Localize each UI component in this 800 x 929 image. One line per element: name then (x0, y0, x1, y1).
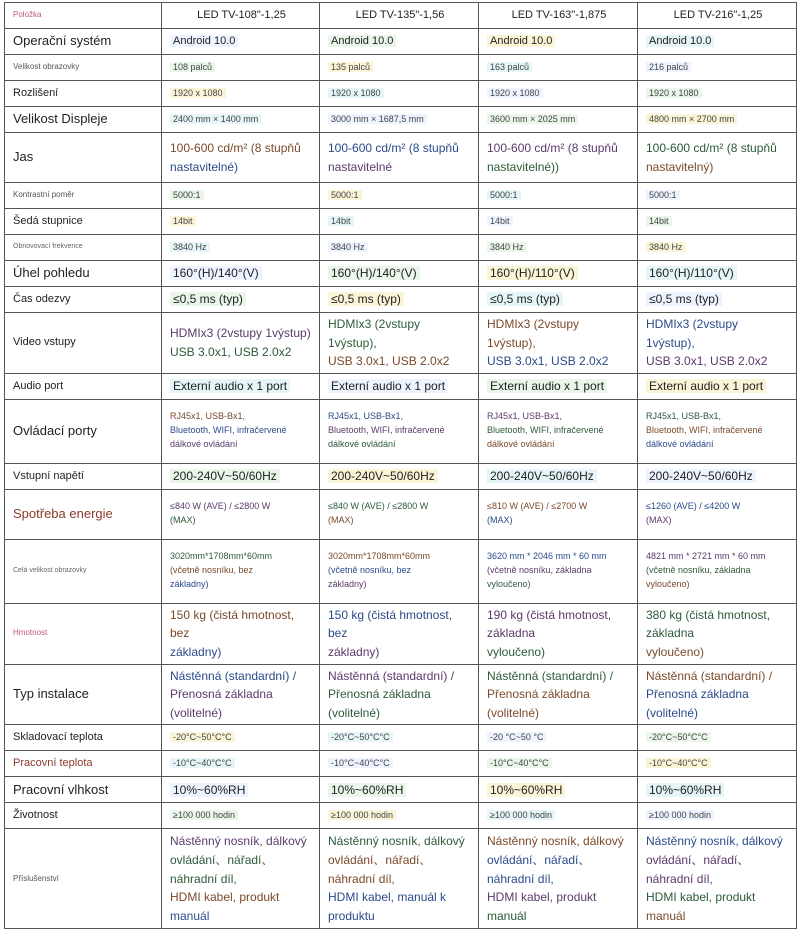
spec-cell-line: Nástěnný nosník, dálkový (487, 834, 624, 849)
spec-cell (479, 373, 638, 399)
spec-cell-value: 14bit (487, 216, 513, 226)
spec-cell (638, 751, 797, 777)
spec-row (5, 603, 797, 664)
spec-cell (162, 107, 320, 133)
spec-cell (162, 183, 320, 209)
spec-cell-value: ≥100 000 hodin (487, 810, 555, 820)
spec-cell (162, 829, 320, 929)
spec-cell-line: dálkové ovládání (487, 439, 555, 450)
spec-row (5, 261, 797, 287)
spec-cell (162, 539, 320, 603)
spec-cell (638, 133, 797, 183)
spec-cell-line: 150 kg (čistá hmotnost, bez (328, 607, 453, 641)
spec-cell (479, 463, 638, 489)
spec-cell (479, 261, 638, 287)
spec-cell-line: Nástěnná (standardní) / (170, 668, 297, 683)
spec-label: Pracovní vlhkost (5, 777, 162, 803)
spec-cell-line: Přenosná základna (volitelné) (328, 687, 431, 720)
spec-cell-line: Přenosná základna (volitelné) (487, 687, 590, 720)
spec-cell (638, 209, 797, 235)
spec-cell-value: 163 palců (487, 62, 532, 72)
spec-cell-line: Bluetooth, WIFI, infračervené (170, 425, 287, 436)
spec-row (5, 399, 797, 463)
spec-cell (638, 261, 797, 287)
spec-cell-value: -20°C~50°C°C (328, 732, 393, 742)
spec-cell-line: dálkové ovládání (170, 439, 238, 450)
spec-row (5, 133, 797, 183)
spec-cell-line: (MAX) (328, 515, 354, 526)
spec-label: Video vstupy (5, 313, 162, 374)
header-model-2: LED TV-135"-1,56 (320, 3, 479, 29)
spec-cell-value: 2400 mm × 1400 mm (170, 114, 261, 124)
spec-cell-value: 200-240V~50/60Hz (328, 469, 438, 483)
spec-cell (320, 29, 479, 55)
spec-row (5, 107, 797, 133)
spec-cell (479, 133, 638, 183)
spec-cell (479, 313, 638, 374)
spec-cell-value: 10%~60%RH (646, 783, 724, 797)
spec-cell (320, 399, 479, 463)
spec-cell-value: 135 palců (328, 62, 373, 72)
spec-row (5, 751, 797, 777)
spec-cell (320, 539, 479, 603)
spec-cell-value: 3840 Hz (170, 242, 210, 252)
spec-cell (320, 803, 479, 829)
spec-cell-value: 160°(H)/110°(V) (646, 266, 737, 280)
spec-cell-value: 14bit (646, 216, 672, 226)
spec-cell-value: ≤0,5 ms (typ) (487, 292, 563, 306)
spec-cell-line: Nástěnná (standardní) / (646, 668, 773, 683)
spec-cell-line: Nástěnný nosník, dálkový (646, 834, 783, 849)
spec-label: Šedá stupnice (5, 209, 162, 235)
spec-cell-line: manuál (170, 908, 210, 923)
spec-cell-value: 3840 Hz (487, 242, 527, 252)
spec-row (5, 55, 797, 81)
spec-cell-line: vyloučeno) (487, 644, 546, 659)
spec-cell-value: Android 10.0 (487, 35, 555, 47)
spec-cell-value: -20 °C~50 °C (487, 732, 546, 742)
spec-label: Vstupní napětí (5, 463, 162, 489)
spec-cell (320, 55, 479, 81)
spec-row (5, 81, 797, 107)
spec-cell (320, 373, 479, 399)
spec-cell (638, 107, 797, 133)
spec-cell (479, 725, 638, 751)
spec-label: Kontrastní poměr (5, 183, 162, 209)
spec-cell-value: -10°C~40°C°C (170, 758, 235, 768)
spec-cell (320, 81, 479, 107)
spec-cell (638, 29, 797, 55)
spec-row (5, 803, 797, 829)
spec-cell (162, 399, 320, 463)
spec-row (5, 829, 797, 929)
spec-cell (479, 664, 638, 725)
spec-cell (479, 829, 638, 929)
spec-cell (638, 777, 797, 803)
spec-cell (320, 725, 479, 751)
spec-cell (479, 107, 638, 133)
spec-cell-value: 5000:1 (328, 190, 362, 200)
spec-cell-value: Android 10.0 (646, 35, 714, 47)
spec-cell-value: ≤0,5 ms (typ) (328, 292, 404, 306)
spec-label: Celá velikost obrazovky (5, 539, 162, 603)
spec-cell-value: ≥100 000 hodin (328, 810, 396, 820)
spec-cell-line: HDMI kabel, manuál k produktu (328, 890, 447, 923)
spec-cell-line: Bluetooth, WIFI, infračervené (328, 425, 445, 436)
spec-cell-line: HDMIx3 (2vstupy 1výstup), (487, 317, 580, 350)
spec-cell (320, 313, 479, 374)
spec-cell-value: -10°C~40°C°C (328, 758, 393, 768)
spec-cell (320, 777, 479, 803)
spec-cell (320, 183, 479, 209)
spec-cell (638, 664, 797, 725)
spec-row (5, 287, 797, 313)
spec-cell-line: (včetně nosníku, bez (170, 565, 254, 576)
spec-cell-line: základny) (170, 579, 209, 590)
spec-cell-line: Nástěnná (standardní) / (328, 668, 455, 683)
spec-cell-line: Nástěnná (standardní) / (487, 668, 614, 683)
spec-cell-line: HDMI kabel, produkt (170, 890, 280, 905)
spec-cell-line: Nástěnný nosník, dálkový (170, 834, 307, 849)
spec-cell (320, 107, 479, 133)
spec-cell-value: 160°(H)/140°(V) (170, 266, 262, 280)
spec-cell-line: Nástěnný nosník, dálkový (328, 834, 465, 849)
spec-cell-value: 200-240V~50/60Hz (487, 469, 597, 483)
spec-cell-value: 10%~60%RH (328, 783, 406, 797)
spec-cell-value: 108 palců (170, 62, 215, 72)
spec-cell-value: 200-240V~50/60Hz (170, 469, 280, 483)
spec-cell-value: 1920 x 1080 (328, 88, 384, 98)
spec-cell-value: 3840 Hz (328, 242, 368, 252)
spec-cell-line: (MAX) (646, 515, 672, 526)
spec-cell-line: dálkové ovládání (646, 439, 714, 450)
header-row (5, 3, 797, 29)
spec-cell (162, 751, 320, 777)
spec-cell (479, 287, 638, 313)
spec-cell-line: manuál (487, 908, 527, 923)
spec-cell (162, 725, 320, 751)
spec-cell (162, 777, 320, 803)
header-label-cell: Položka (5, 3, 162, 29)
spec-label: Ovládací porty (5, 399, 162, 463)
spec-cell-line: Přenosná základna (volitelné) (646, 687, 749, 720)
spec-cell (479, 29, 638, 55)
spec-cell-line: 100-600 cd/m² (8 stupňů (170, 140, 301, 155)
spec-cell (320, 751, 479, 777)
spec-label: Velikost obrazovky (5, 55, 162, 81)
spec-cell (162, 81, 320, 107)
spec-cell (320, 463, 479, 489)
spec-cell (320, 489, 479, 539)
spec-label: Spotřeba energie (5, 489, 162, 539)
spec-label: Audio port (5, 373, 162, 399)
spec-cell-line: vyloučeno) (487, 579, 531, 590)
spec-cell-line: USB 3.0x1, USB 2.0x2 (328, 354, 450, 369)
spec-cell (638, 489, 797, 539)
spec-cell-line: ≤810 W (AVE) / ≤2700 W (487, 501, 588, 512)
header-model-1: LED TV-108"-1,25 (162, 3, 320, 29)
spec-cell (638, 463, 797, 489)
spec-cell (479, 235, 638, 261)
spec-cell-line: 3020mm*1708mm*60mm (170, 551, 273, 562)
spec-cell-line: Přenosná základna (volitelné) (170, 687, 273, 720)
spec-cell-line: ≤1260 (AVE) / ≤4200 W (646, 501, 741, 512)
spec-cell-line: (včetně nosníku, bez (328, 565, 412, 576)
spec-cell-value: 10%~60%RH (487, 783, 565, 797)
spec-cell-line: základny) (170, 644, 222, 659)
spec-cell-line: vyloučeno) (646, 644, 705, 659)
spec-row (5, 489, 797, 539)
spec-cell (638, 55, 797, 81)
spec-cell-line: Bluetooth, WIFI, infračervené (646, 425, 763, 436)
spec-cell (638, 539, 797, 603)
spec-cell (162, 373, 320, 399)
spec-cell-line: 100-600 cd/m² (8 stupňů (646, 140, 777, 155)
spec-cell-value: 5000:1 (170, 190, 204, 200)
spec-cell-line: 190 kg (čistá hmotnost, základna (487, 607, 612, 641)
spec-label: Jas (5, 133, 162, 183)
spec-cell-line: HDMIx3 (2vstupy 1výstup), (328, 317, 421, 350)
spec-cell-value: ≤0,5 ms (typ) (170, 292, 246, 306)
spec-row (5, 539, 797, 603)
spec-cell-line: 150 kg (čistá hmotnost, bez (170, 607, 295, 641)
spec-cell-line: nastavitelný) (646, 159, 714, 174)
spec-cell-line: základny) (328, 579, 367, 590)
spec-row (5, 463, 797, 489)
spec-cell-line: USB 3.0x1, USB 2.0x2 (170, 344, 292, 359)
spec-cell-line: nastavitelné (328, 159, 393, 174)
spec-cell (162, 664, 320, 725)
spec-cell-value: 1920 x 1080 (170, 88, 226, 98)
spec-cell (479, 603, 638, 664)
spec-cell-value: 5000:1 (646, 190, 680, 200)
spec-row (5, 373, 797, 399)
spec-cell (479, 751, 638, 777)
spec-cell-value: 10%~60%RH (170, 783, 248, 797)
spec-cell-value: 3840 Hz (646, 242, 686, 252)
spec-cell (638, 725, 797, 751)
spec-cell-value: 1920 x 1080 (646, 88, 702, 98)
spec-cell-value: ≥100 000 hodin (646, 810, 714, 820)
spec-cell-value: -20°C~50°C°C (170, 732, 235, 742)
spec-row (5, 664, 797, 725)
spec-cell-line: HDMI kabel, produkt (646, 890, 756, 905)
spec-cell-line: (MAX) (170, 515, 196, 526)
spec-cell (479, 399, 638, 463)
spec-cell-line: (včetně nosníku, základna (646, 565, 751, 576)
spec-row (5, 313, 797, 374)
spec-cell-line: 100-600 cd/m² (8 stupňů (487, 140, 618, 155)
spec-cell-line: 4821 mm * 2721 mm * 60 mm (646, 551, 766, 562)
spec-cell-line: ≤840 W (AVE) / ≤2800 W (328, 501, 429, 512)
spec-cell-value: 4800 mm × 2700 mm (646, 114, 737, 124)
spec-cell-line: RJ45x1, USB-Bx1, (646, 411, 722, 422)
spec-cell-line: USB 3.0x1, USB 2.0x2 (646, 354, 768, 369)
spec-row (5, 235, 797, 261)
spec-cell-line: ovládání、nářadí、náhradní díl, (646, 852, 750, 886)
spec-cell (320, 235, 479, 261)
spec-cell (479, 489, 638, 539)
spec-cell (320, 664, 479, 725)
spec-row (5, 725, 797, 751)
spec-cell (638, 235, 797, 261)
spec-cell-value: Externí audio x 1 port (170, 379, 290, 393)
spec-label: Čas odezvy (5, 287, 162, 313)
spec-cell (320, 603, 479, 664)
spec-cell-line: RJ45x1, USB-Bx1, (328, 411, 404, 422)
spec-cell (638, 829, 797, 929)
spec-cell (320, 261, 479, 287)
spec-label: Příslušenství (5, 829, 162, 929)
spec-cell-value: Externí audio x 1 port (646, 379, 766, 393)
spec-cell (162, 287, 320, 313)
spec-cell (162, 209, 320, 235)
spec-cell-value: 3600 mm × 2025 mm (487, 114, 578, 124)
spec-cell (162, 55, 320, 81)
spec-row (5, 209, 797, 235)
spec-cell (479, 209, 638, 235)
spec-cell-line: manuál (646, 908, 686, 923)
spec-cell-value: -20°C~50°C°C (646, 732, 711, 742)
spec-cell-value: 1920 x 1080 (487, 88, 543, 98)
spec-cell-value: -10°C~40°C°C (487, 758, 552, 768)
spec-cell (162, 603, 320, 664)
spec-cell (162, 489, 320, 539)
spec-cell (479, 777, 638, 803)
spec-cell-line: HDMIx3 (2vstupy 1výstup), (646, 317, 739, 350)
spec-cell (162, 235, 320, 261)
spec-label: Hmotnost (5, 603, 162, 664)
spec-cell-value: 200-240V~50/60Hz (646, 469, 756, 483)
spec-cell-line: ≤840 W (AVE) / ≤2800 W (170, 501, 271, 512)
spec-cell-line: základny) (328, 644, 380, 659)
spec-cell-line: ovládání、nářadí、náhradní díl, (487, 852, 591, 886)
spec-label: Životnost (5, 803, 162, 829)
spec-label: Obnovovací frekvence (5, 235, 162, 261)
spec-cell (162, 133, 320, 183)
spec-cell (638, 313, 797, 374)
spec-cell (638, 399, 797, 463)
spec-cell-line: vyloučeno) (646, 579, 690, 590)
spec-label: Úhel pohledu (5, 261, 162, 287)
spec-cell-line: (včetně nosníku, základna (487, 565, 592, 576)
spec-cell (162, 313, 320, 374)
spec-table (4, 2, 797, 929)
spec-cell-line: (MAX) (487, 515, 513, 526)
header-model-3: LED TV-163"-1,875 (479, 3, 638, 29)
spec-cell-value: 160°(H)/110°(V) (487, 266, 578, 280)
spec-cell (479, 539, 638, 603)
spec-cell-line: RJ45x1, USB-Bx1, (487, 411, 563, 422)
spec-cell-value: -10°C~40°C°C (646, 758, 711, 768)
spec-cell (320, 133, 479, 183)
spec-cell (638, 803, 797, 829)
spec-cell (162, 463, 320, 489)
header-model-4: LED TV-216"-1,25 (638, 3, 797, 29)
spec-cell-value: 14bit (328, 216, 354, 226)
spec-cell-line: HDMI kabel, produkt (487, 890, 597, 905)
spec-cell (320, 209, 479, 235)
spec-cell-line: nastavitelné)) (487, 159, 560, 174)
spec-cell-value: 5000:1 (487, 190, 521, 200)
spec-cell-value: Android 10.0 (328, 35, 396, 47)
spec-cell (638, 81, 797, 107)
spec-label: Operační systém (5, 29, 162, 55)
spec-label: Typ instalace (5, 664, 162, 725)
spec-cell-line: Bluetooth, WIFI, infračervené (487, 425, 604, 436)
spec-cell-value: Android 10.0 (170, 35, 238, 47)
spec-cell (162, 261, 320, 287)
spec-cell-line: RJ45x1, USB-Bx1, (170, 411, 246, 422)
spec-cell-value: 216 palců (646, 62, 691, 72)
spec-cell (320, 287, 479, 313)
spec-cell-value: Externí audio x 1 port (328, 379, 448, 393)
spec-cell-line: ovládání、nářadí、náhradní díl, (328, 852, 432, 886)
spec-cell (479, 183, 638, 209)
spec-cell-line: 380 kg (čistá hmotnost, základna (646, 607, 771, 641)
spec-cell (162, 803, 320, 829)
spec-cell (479, 81, 638, 107)
spec-cell-value: 3000 mm × 1687,5 mm (328, 114, 427, 124)
spec-row (5, 29, 797, 55)
spec-cell-line: HDMIx3 (2vstupy 1výstup) (170, 326, 311, 341)
spec-cell (638, 373, 797, 399)
spec-cell (162, 29, 320, 55)
spec-row (5, 183, 797, 209)
spec-cell (320, 829, 479, 929)
spec-cell-line: USB 3.0x1, USB 2.0x2 (487, 354, 609, 369)
spec-label: Skladovací teplota (5, 725, 162, 751)
spec-cell-value: 14bit (170, 216, 196, 226)
spec-row (5, 777, 797, 803)
spec-cell-value: ≤0,5 ms (typ) (646, 292, 722, 306)
spec-cell-value: 160°(H)/140°(V) (328, 266, 420, 280)
spec-cell-line: 3020mm*1708mm*60mm (328, 551, 431, 562)
spec-cell (479, 803, 638, 829)
spec-label: Rozlišení (5, 81, 162, 107)
spec-cell (638, 603, 797, 664)
spec-cell-value: ≥100 000 hodin (170, 810, 238, 820)
spec-cell-line: 3620 mm * 2046 mm * 60 mm (487, 551, 607, 562)
spec-cell (479, 55, 638, 81)
spec-label: Velikost Displeje (5, 107, 162, 133)
spec-cell-line: 100-600 cd/m² (8 stupňů (328, 140, 459, 155)
spec-cell (638, 287, 797, 313)
spec-cell-line: nastavitelné) (170, 159, 239, 174)
spec-label: Pracovní teplota (5, 751, 162, 777)
spec-cell-value: Externí audio x 1 port (487, 379, 607, 393)
spec-cell-line: dálkové ovládání (328, 439, 396, 450)
spec-cell (638, 183, 797, 209)
spec-cell-line: ovládání、nářadí、náhradní díl, (170, 852, 274, 886)
